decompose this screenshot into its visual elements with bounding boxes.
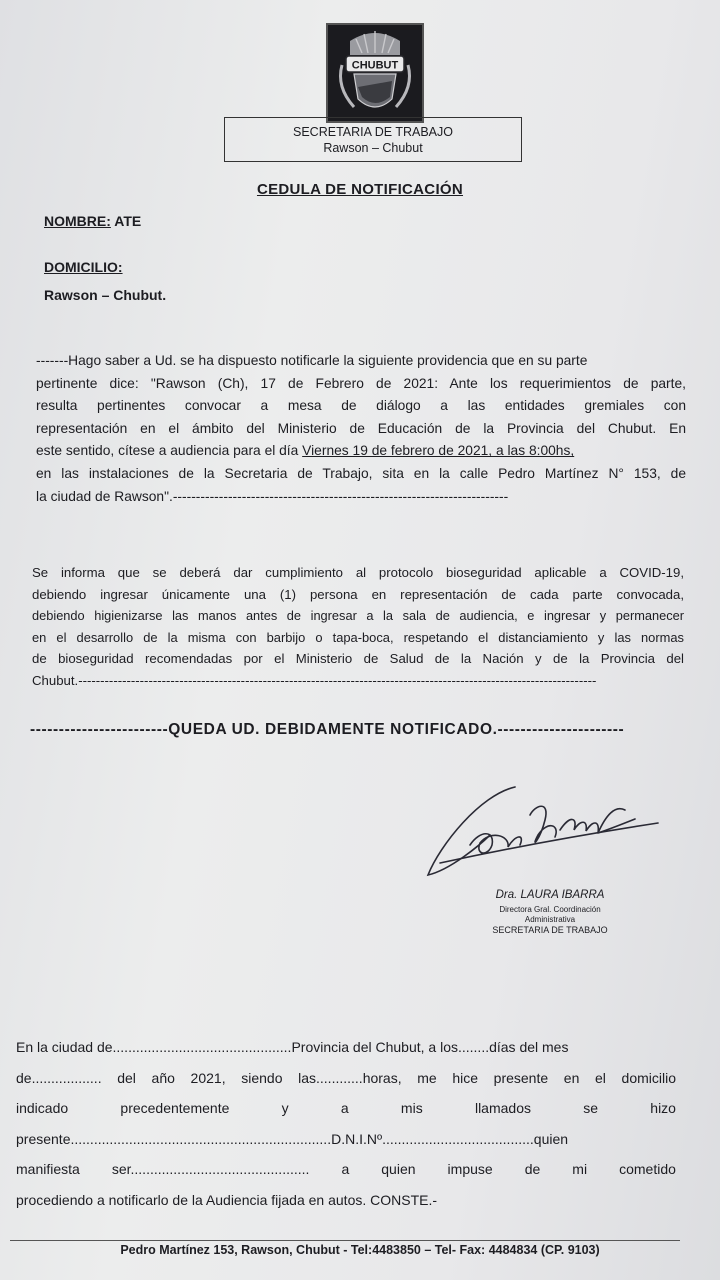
signature-block [420, 775, 690, 955]
para1-line: en las instalaciones de la Secretaria de Trabajo, sita en la calle Pedro Martínez N° 153, de [36, 465, 686, 481]
para2-line: debiendo higienizarse las manos antes de ingresar a la sala de audiencia, e ingresar y permanecer [32, 608, 684, 624]
footer-address: Pedro Martínez 153, Rawson, Chubut - Tel:4483850 – Tel- Fax: 4484834 (CP. 9103) [120, 1243, 600, 1257]
act-line: indicado precedentemente y a mis llamados se hizo [16, 1100, 676, 1116]
para1-line: la ciudad de Rawson".------------------------------------------------------------------------- [36, 488, 509, 504]
signer-role: Directora Gral. Coordinación [499, 905, 601, 914]
act-line: manifiesta ser.............................................. a quien impuse de mi cometido [16, 1161, 676, 1177]
act-line: En la ciudad de..............................................Provincia del Chubut, a los........días del mes [16, 1039, 569, 1055]
providencia-paragraph [36, 350, 686, 508]
para1-line: este sentido, cítese a audiencia para el día Viernes 19 de febrero de 2021, a las 8:00hs, [36, 443, 575, 459]
para2-line: de bioseguridad recomendadas por el Ministerio de Salud de la Nación y de la Provincia del [32, 651, 684, 667]
domicilio-label: DOMICILIO: [44, 259, 123, 275]
act-line: procediendo a notificarlo de la Audiencia fijada en autos. CONSTE.- [16, 1191, 438, 1208]
para1-line: pertinente dice: "Rawson (Ch), 17 de Febrero de 2021: Ante los requerimientos de parte, [36, 375, 686, 391]
office-header-box [224, 117, 522, 162]
act-line: de.................. del año 2021, siendo las............horas, me hice presente en el domicilio [16, 1069, 676, 1086]
office-name: SECRETARIA DE TRABAJO [293, 125, 453, 139]
para1-line: -------Hago saber a Ud. se ha dispuesto notificarle la siguiente providencia que en su parte [36, 353, 588, 368]
crest-emblem-icon [328, 25, 422, 121]
para2-line: en el desarrollo de la misma con barbijo o tapa-boca, respetando el distanciamiento y las normas [32, 629, 684, 645]
svg-text:CHUBUT: CHUBUT [351, 59, 399, 72]
signer-role: Administrativa [524, 915, 576, 924]
para2-line: Chubut.---------------------------------------------------------------------------------------------------------------------- [32, 672, 597, 688]
signer-office: SECRETARIA DE TRABAJO [492, 925, 608, 935]
notified-statement: ------------------------QUEDA UD. DEBIDAMENTE NOTIFICADO.---------------------- [30, 721, 625, 738]
nombre-label: NOMBRE: [44, 213, 111, 229]
chubut-crest-logo [326, 23, 424, 123]
signer-name: Dra. LAURA IBARRA [495, 889, 605, 901]
act-line: presente...................................................................D.N.I.Nº.......................................quien [16, 1130, 569, 1147]
nombre-row [44, 213, 141, 229]
nombre-value: ATE [114, 213, 142, 229]
document-title: CEDULA DE NOTIFICACIÓN [256, 181, 464, 198]
para2-line: Se informa que se deberá dar cumplimiento al protocolo bioseguridad aplicable a COVID-19, [32, 565, 684, 580]
notification-act [16, 1032, 676, 1215]
hearing-date: Viernes 19 de febrero de 2021, a las 8:00hs, [302, 443, 575, 459]
para1-line: representación en el ámbito del Ministerio de Educación de la Provincia del Chubut. En [36, 420, 686, 436]
footer-divider [10, 1240, 680, 1241]
para2-line: debiendo ingresar únicamente una (1) persona en representación de cada parte convocada, [32, 586, 684, 602]
domicilio-value: Rawson – Chubut. [44, 287, 167, 303]
para1-line: resulta pertinentes convocar a mesa de diálogo a las entidades gremiales con [36, 398, 686, 414]
protocol-paragraph [32, 562, 684, 692]
handwritten-signature-icon [420, 775, 690, 885]
office-city: Rawson – Chubut [323, 141, 423, 155]
